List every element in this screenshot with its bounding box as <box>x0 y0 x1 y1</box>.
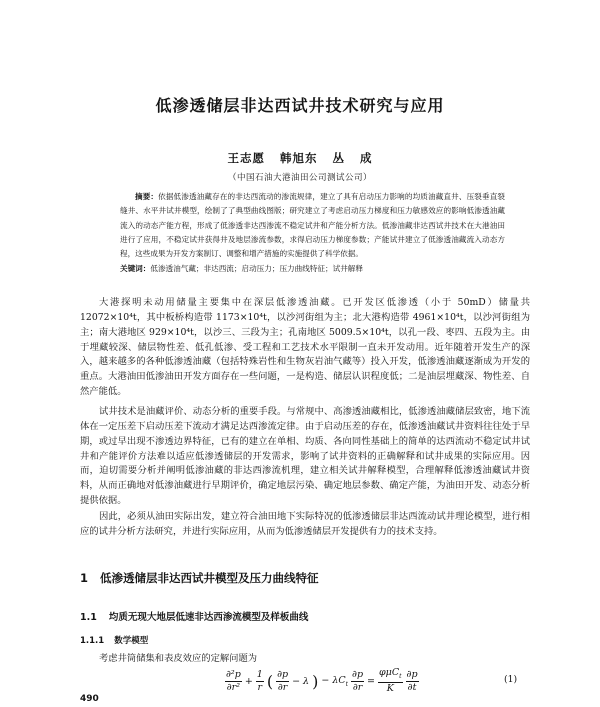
subsection-title: 均质无现大地层低速非达西渗流模型及样板曲线 <box>108 612 309 623</box>
eq-paren: ( <box>266 671 274 691</box>
subsubsection-heading <box>80 634 148 646</box>
equation-1 <box>225 664 419 698</box>
eq-term-dp-dt: $\frac{\partial p}{\partial t}$ <box>406 668 418 693</box>
paper-affiliation: （中国石油大港油田公司测试公司） <box>227 173 372 183</box>
eq-op: + <box>244 675 253 687</box>
body-paragraph: 大港探明未动用储量主要集中在深层低渗透油藏。已开发区低渗透（小于 50mD）储量共12072×10⁴t，其中板桥构造带 1173×10⁴t，以沙河街组为主；北大港构造带 4961×10⁴t，以沙河街组为主；南大港地区 929×10⁴t，以沙三、三段为主；孔南地区 5009.5×10⁴t，以孔一段、枣四、五段为主。由于埋藏较深、储层物性差、低孔低渗、受工程和工艺技术水平限制一直未开发动用。近年随着开发生产的深入，越来越多的各种低渗透油藏（包括特殊岩性和生物灰岩油气藏等）投入开发，低渗透油藏逐渐成为开发的重点。大港油田低渗油田开发方面存在一些问题，一是构造、储层认识程度低；二是油层埋藏深、物性差、自然产能低。 <box>80 297 530 398</box>
page-number: 490 <box>80 694 99 704</box>
keywords-text: 低渗透油气藏；非达西流；启动压力；压力曲线特征；试井解释 <box>150 264 363 273</box>
section-title: 低渗透储层非达西试井模型及压力曲线特征 <box>100 571 319 585</box>
paper-authors: 王志愿 韩旭东 丛 成 <box>227 151 373 165</box>
eq-paren: ) <box>312 671 319 691</box>
abstract-label: 摘要： <box>135 192 159 201</box>
body-paragraph: 因此，必须从油田实际出发，建立符合油田地下实际特况的低渗透储层非达西流动试井理论模型，进行相应的试井分析方法研究，并进行实际应用，从而为低渗透储层开发提供有力的技术支持。 <box>80 511 530 537</box>
subsubsection-number: 1.1.1 <box>80 636 105 646</box>
body-paragraph: 试井技术是油藏评价、动态分析的重要手段。与常规中、高渗透油藏相比，低渗透油藏储层致密，地下流体在一定压差下启动压差下流动才满足达西渗流定律。由于启动压差的存在，低渗透油藏试井资料往往处于早期，或过早出现不渗透边界特征，已有的建立在单相、均质、各向同性基础上的简单的达西流动不稳定试井试井和产能评价方法难以适应低渗透储层的开发需求，影响了试井资料的正确解释和试井成果的实际应用。因而，迫切需要分析并阐明低渗油藏的非达西渗流机理，建立相关试井解释模型，合理解释低渗透油藏试井资料，从而正确地对低渗油藏进行早期评价，确定地层污染、确定地层参数、确定产能，为油田开发、动态分析提供依据。 <box>80 406 530 507</box>
subsubsection-title: 数学模型 <box>114 636 149 646</box>
abstract-text: 依据低渗透油藏存在的非达西流动的渗流规律，建立了具有启动压力影响的均质油藏直井、压裂垂直裂缝井、水平井试井模型，绘制了了典型曲线图版；研究建立了考虑启动压力梯度和压力敏感效应的影响低渗透油藏流入的动态产能方程，形成了低渗透非达西渗流不稳定试井和产能分析方法。低渗油藏非达西试井技术在大港油田进行了应用，不稳定试井获得井及地层渗流参数，求得启动压力梯度参数；产能试井建立了低渗透油藏流入动态方程，这些成果为开发方案制订、调整和增产措施的实施提供了科学依据。 <box>120 192 506 259</box>
abstract <box>120 190 505 261</box>
equation-intro: 考虑井筒储集和表皮效应的定解问题为 <box>99 653 258 664</box>
keywords <box>120 263 505 275</box>
eq-term-1-over-r: $\frac{1}{r}$ <box>256 668 263 693</box>
section-heading <box>80 570 319 586</box>
section-number: 1 <box>80 571 89 585</box>
paper-title: 低渗透储层非达西试井技术研究与应用 <box>155 96 445 115</box>
equation-number: (1) <box>504 674 518 685</box>
eq-term-d2p-dr2: $\frac{\text{∂²p}}{\text{∂r²}}$ <box>226 668 241 693</box>
eq-term-dp-dr: $\frac{\partial p}{\partial r}$ <box>277 668 289 693</box>
subsection-number: 1.1 <box>80 612 97 623</box>
eq-minus-lambda-c: − $\lambda C_t$ <box>321 674 349 688</box>
eq-equals: = <box>367 675 376 687</box>
eq-minus-lambda: − λ <box>292 675 310 687</box>
keywords-label: 关键词： <box>120 264 151 273</box>
eq-term-dp-dr: $\frac{\partial p}{\partial r}$ <box>352 668 364 693</box>
eq-term-phi-mu-ct-over-k: $\frac{\varphi\mu C_t}{K}$ <box>379 666 402 695</box>
subsection-heading <box>80 609 308 623</box>
